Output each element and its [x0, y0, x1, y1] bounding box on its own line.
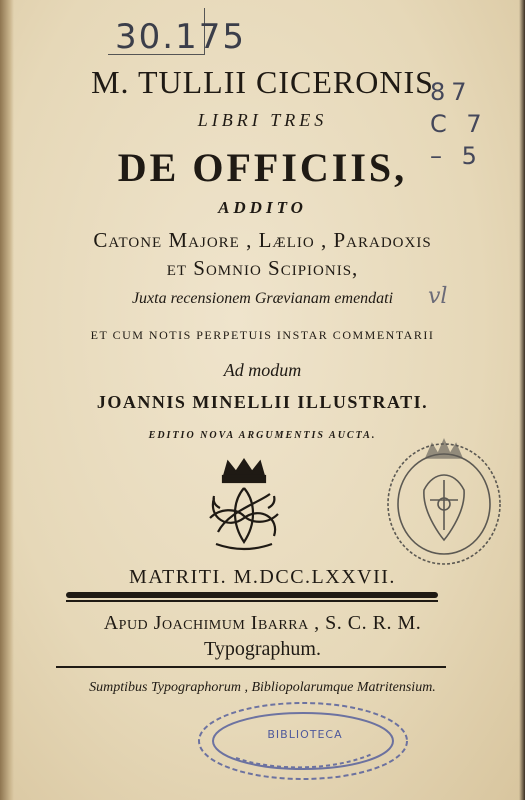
cum-notis-line: ET CUM NOTIS PERPETUIS INSTAR COMMENTARII [90, 328, 435, 342]
bottom-rule [56, 666, 446, 668]
library-round-stamp [384, 430, 504, 570]
crowned-monogram-emblem [198, 458, 290, 554]
editio-line: EDITIO NOVA ARGUMENTIS AUCTA. [148, 430, 377, 441]
author-line: M. TULLII CICERONIS [91, 64, 434, 100]
sumptibus-line: Sumptibus Typographorum , Bibliopolarumque Matritensium. [89, 680, 436, 695]
margin-note: 87 [430, 78, 473, 106]
margin-note: C 7 [430, 110, 488, 138]
juxta-line: Juxta recensionem Grævianam emendati [131, 290, 394, 307]
library-oval-stamp [196, 700, 410, 782]
works-line-1: Catone Majore , Lælio , Paradoxis [93, 228, 432, 252]
addito-line: ADDITO [218, 198, 307, 217]
stamp-text: BIBLIOTECA [267, 728, 343, 741]
minellii-line: JOANNIS MINELLII ILLUSTRATI. [96, 392, 429, 412]
book-title: DE OFFICIIS, [117, 145, 408, 190]
thin-rule [66, 600, 438, 602]
libri-line: LIBRI TRES [197, 110, 328, 130]
printer-line: Apud Joachimum Ibarra , S. C. R. M. [103, 612, 422, 634]
place-date-line: MATRITI. M.DCC.LXXVII. [129, 566, 396, 588]
shelfmark: 30.175 [115, 17, 246, 57]
ad-modum-line: Ad modum [223, 360, 302, 380]
works-line-2: et Somnio Scipionis, [166, 256, 359, 280]
typographum-line: Typographum. [204, 638, 321, 660]
margin-annotation: vl [428, 284, 448, 309]
thick-rule [66, 592, 438, 598]
margin-note: – 5 [430, 142, 483, 170]
